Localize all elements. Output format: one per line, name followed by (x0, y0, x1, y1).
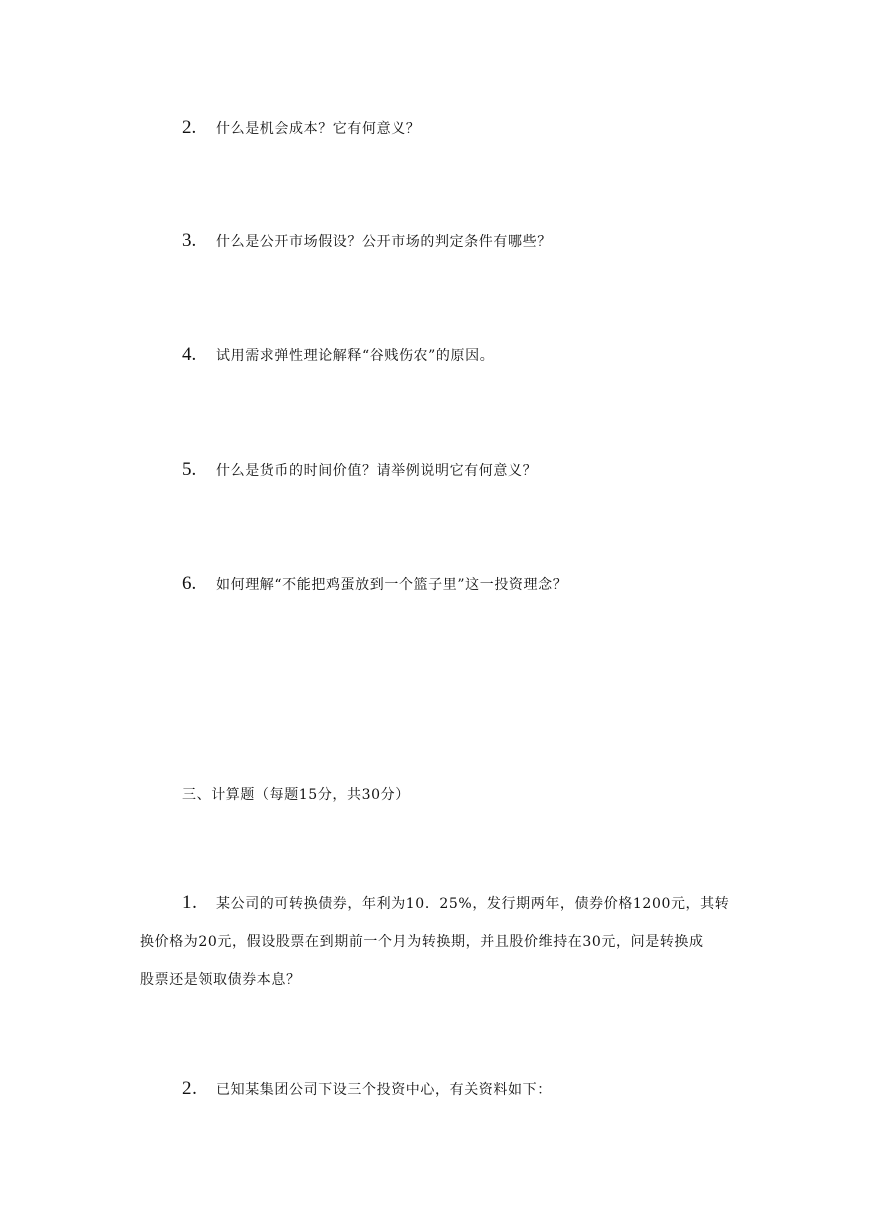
calc-question-line (140, 1070, 740, 1109)
calc-question-2 (140, 1070, 740, 1109)
section-heading: 三、计算题（每题15分，共30分） (182, 787, 410, 803)
question-5 (182, 460, 742, 481)
question-number: 4. (182, 344, 197, 365)
question-text: 什么是机会成本？它有何意义？ (216, 121, 421, 137)
question-number: 2. (182, 117, 197, 138)
question-text: 什么是货币的时间价值？请举例说明它有何意义？ (216, 463, 538, 479)
question-4 (182, 345, 742, 366)
question-number: 5. (182, 459, 197, 480)
question-3 (182, 231, 742, 252)
question-6 (182, 574, 742, 595)
question-number: 2. (182, 1078, 198, 1099)
question-number: 3. (182, 230, 197, 251)
question-number: 1. (182, 892, 198, 913)
question-text: 什么是公开市场假设？公开市场的判定条件有哪些？ (216, 234, 552, 250)
question-text: 试用需求弹性理论解释“谷贱伤农”的原因。 (216, 348, 495, 364)
question-text: 已知某集团公司下设三个投资中心，有关资料如下： (216, 1082, 552, 1098)
question-text: 如何理解“不能把鸡蛋放到一个篮子里”这一投资理念？ (216, 577, 568, 593)
question-number: 6. (182, 573, 197, 594)
calc-question-line: 股票还是领取债券本息？ (140, 972, 301, 988)
calc-question-1 (140, 884, 740, 999)
question-2 (182, 118, 742, 139)
calc-question-line (140, 884, 740, 923)
question-text: 某公司的可转换债券，年利为10．25%，发行期两年，债券价格1200元，其转 (216, 896, 730, 912)
calc-question-line: 换价格为20元，假设股票在到期前一个月为转换期，并且股价维持在30元，问是转换成 (140, 934, 704, 950)
